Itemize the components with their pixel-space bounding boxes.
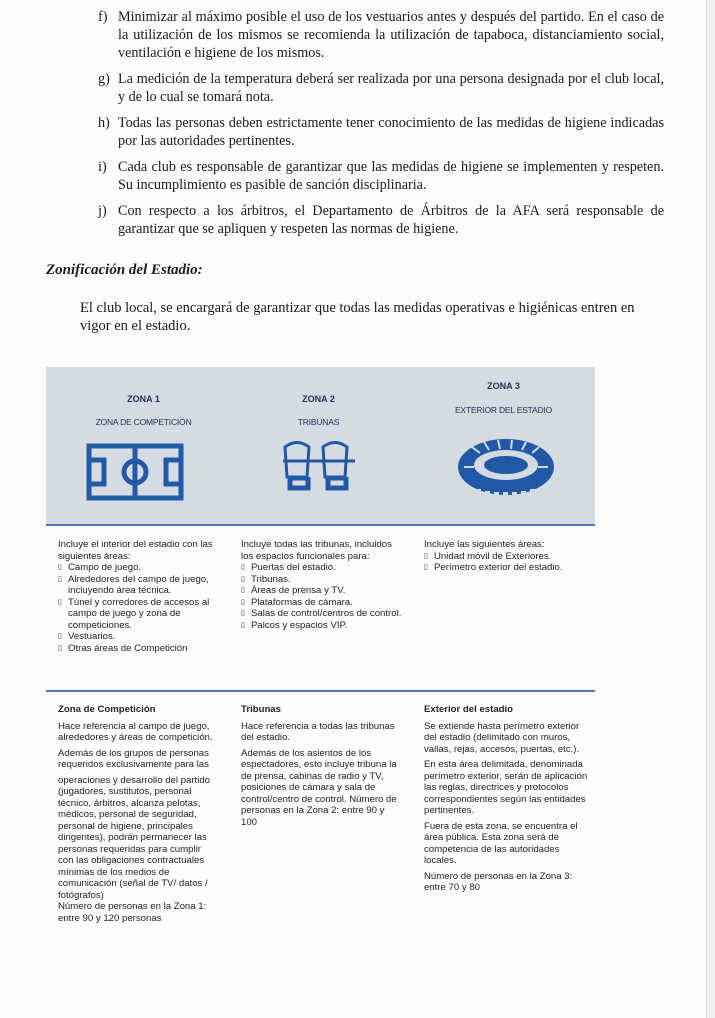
detail-text: Hace referencia al campo de juego, alrededores y áreas de competición. <box>58 720 213 743</box>
zone1-subtitle: ZONA DE COMPETICIÓN <box>95 417 192 427</box>
item-text: Todas las personas deben estrictamente tener conocimiento de las medidas de higiene indicadas por las autoridades pertinentes. <box>118 115 664 149</box>
detail-title: Zona de Competición <box>58 704 156 715</box>
zone2-includes <box>241 539 406 631</box>
list-item: ▯ Perímetro exterior del estadio. <box>424 562 589 574</box>
zone3-detail <box>424 704 594 898</box>
list-item <box>98 158 664 194</box>
list-item <box>98 70 664 106</box>
includes-intro: Incluye el interior del estadio con las siguientes áreas: <box>58 539 213 562</box>
list-item <box>98 8 664 62</box>
section-heading: Zonificación del Estadio: <box>46 262 203 278</box>
item-label: h) <box>98 115 110 131</box>
detail-text: Fuera de esta zona, se encuentra el área pública. Esta zona será de competencia de las autoridades locales. <box>424 820 578 866</box>
item-text: La medición de la temperatura deberá ser realizada por una persona designada por el club local, y de lo cual se tomará nota. <box>118 71 664 105</box>
stadium-seats-icon <box>279 439 359 497</box>
item-label: f) <box>98 9 108 25</box>
list-item <box>98 114 664 150</box>
detail-title: Tribunas <box>241 704 281 715</box>
detail-text: Número de personas en la Zona 3: entre 70 y 80 <box>424 870 573 893</box>
zone1-title: ZONA 1 <box>127 394 160 404</box>
divider <box>46 524 595 526</box>
list-item: ▯ Puertas del estadio. <box>241 562 406 574</box>
zones-graphic <box>46 367 595 524</box>
item-label: j) <box>98 203 107 219</box>
item-text: Cada club es responsable de garantizar que las medidas de higiene se implementen y respeten. Su incumplimiento es pasible de sanción disciplinaria. <box>118 159 664 193</box>
list-item: ▯ Salas de control/centros de control. <box>241 608 406 620</box>
soccer-field-icon <box>86 443 184 501</box>
list-item: ▯ Alrededores del campo de juego, incluyendo área técnica. <box>58 574 233 597</box>
includes-intro: Incluye las siguientes áreas: <box>424 539 545 550</box>
includes-intro: Incluye todas las tribunas, incluidos los espacios funcionales para: <box>241 539 392 562</box>
detail-text: En esta área delimitada, denominada perímetro exterior, serán de aplicación las reglas, directrices y protocolos correspondientes según las entidades pertinentes. <box>424 759 588 816</box>
list-item: ▯ Campo de juego. <box>58 562 233 574</box>
item-text: Minimizar al máximo posible el uso de los vestuarios antes y después del partido. En el caso de la utilización de los mismos se recomienda la utilización de tapaboca, distanciamiento social, ventilación e higiene de los mismos. <box>118 9 664 61</box>
detail-text: Se extiende hasta perímetro exterior del estadio (delimitado con muros, vallas, rejas, accesos, puertas, etc.). <box>424 720 580 755</box>
zone2-detail <box>241 704 403 832</box>
list-item <box>98 202 664 238</box>
stadium-exterior-icon <box>454 433 558 505</box>
divider <box>46 690 595 692</box>
item-label: g) <box>98 71 110 87</box>
list-item: ▯ Vestuarios. <box>58 631 233 643</box>
zone3-includes <box>424 539 589 574</box>
zone2-subtitle: TRIBUNAS <box>297 417 340 427</box>
list-item: ▯ Unidad móvil de Exteriores. <box>424 551 589 563</box>
detail-text: Además de los grupos de personas requeridos exclusivamente para las <box>58 747 209 770</box>
item-label: i) <box>98 159 107 175</box>
detail-text: Además de los asientos de los espectadores, esto incluye tribuna la de prensa, cabinas de radio y TV, posiciones de cámara y sala de control/centro de control. Número de personas en la Zona 2: entre 90 y 100 <box>241 747 397 828</box>
list-item: ▯ Palcos y espacios VIP. <box>241 620 406 632</box>
detail-text: Número de personas en la Zona 1: entre 90 y 120 personas <box>58 901 207 924</box>
zone3-subtitle: EXTERIOR DEL ESTADIO <box>454 405 553 415</box>
list-item: ▯ Tribunas. <box>241 574 406 586</box>
detail-text: Hace referencia a todas las tribunas del estadio. <box>241 720 395 743</box>
zone3-title: ZONA 3 <box>487 381 520 391</box>
list-item: ▯ Plataformas de cámara. <box>241 597 406 609</box>
detail-text: operaciones y desarrollo del partido (jugadores, sustitutos, personal técnico, árbitros, alcanza pelotas, médicos, personal de seguridad, personal de higiene, principales dirigentes), podrán permanecer las personas requeridas para cumplir con las obligaciones contractuales mínimas de los medios de comunicación (señal de TV/ datos / fotógrafos) <box>58 774 210 901</box>
list-item: ▯ Túnel y corredores de accesos al campo de juego y zona de competiciones. <box>58 597 233 632</box>
zone1-detail <box>58 704 216 928</box>
zone1-includes <box>58 539 233 654</box>
list-item: ▯ Áreas de prensa y TV. <box>241 585 406 597</box>
list-item: ▯ Otras áreas de Competición <box>58 643 233 655</box>
detail-title: Exterior del estadio <box>424 704 514 715</box>
zone2-title: ZONA 2 <box>302 394 335 404</box>
section-intro: El club local, se encargará de garantizar que todas las medidas operativas e higiénicas entren en vigor en el estadio. <box>80 300 635 334</box>
item-text: Con respecto a los árbitros, el Departamento de Árbitros de la AFA será responsable de garantizar que se apliquen y respeten las normas de higiene. <box>118 203 664 237</box>
page-edge <box>706 0 715 1018</box>
measures-list <box>98 8 664 246</box>
